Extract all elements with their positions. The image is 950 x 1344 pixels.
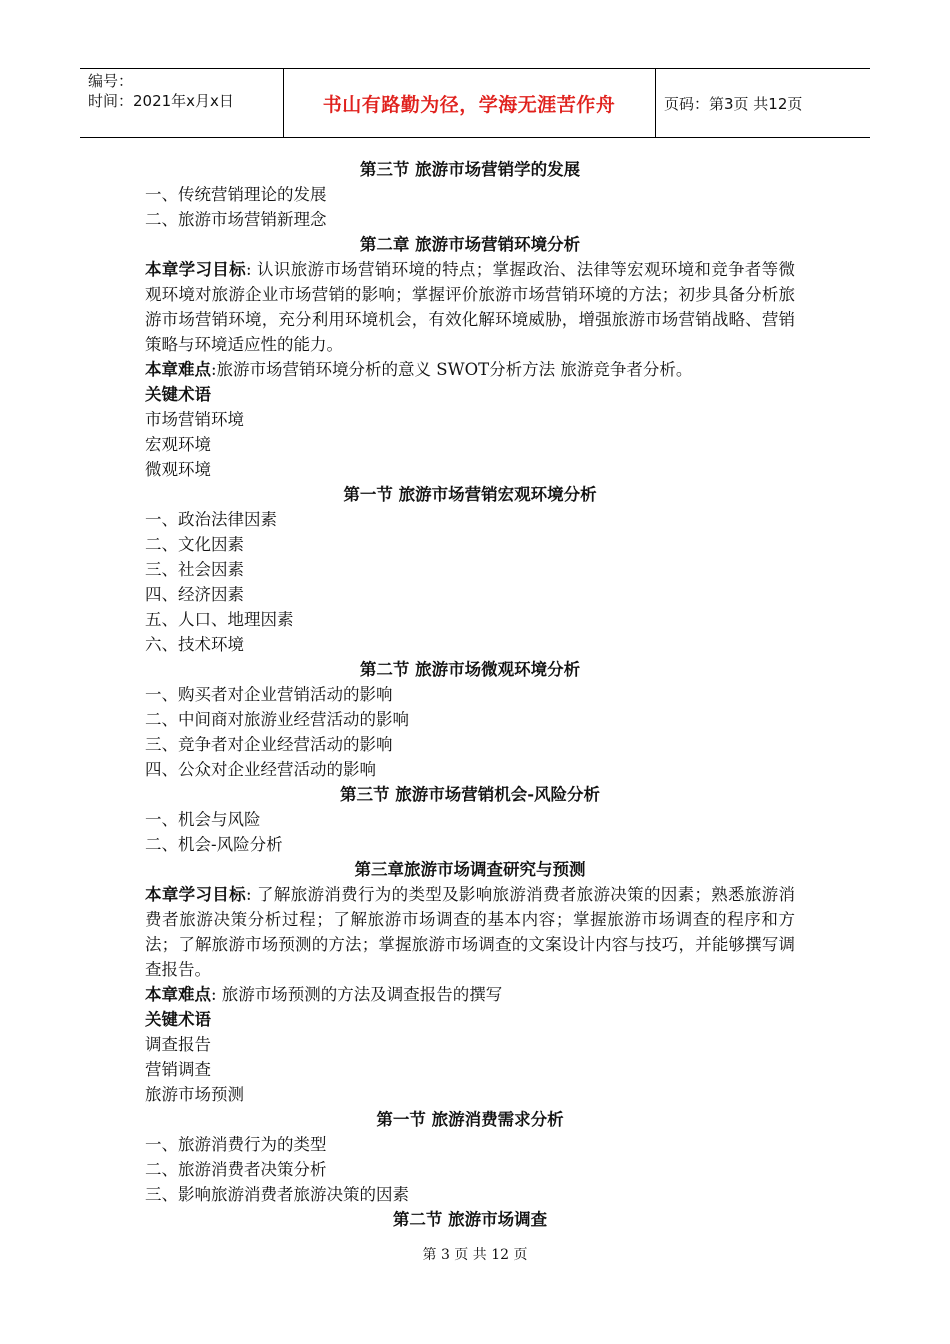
difficulties-text: :旅游市场营销环境分析的意义 SWOT分析方法 旅游竞争者分析。 [211, 360, 693, 379]
header-meta [88, 71, 278, 111]
key-terms-heading: 关键术语 [145, 1010, 211, 1029]
key-term: 微观环境 [145, 460, 211, 479]
difficulties [145, 982, 795, 1007]
section-heading: 第三节 旅游市场营销机会-风险分析 [339, 785, 601, 804]
difficulties-text: : 旅游市场预测的方法及调查报告的撰写 [211, 985, 503, 1004]
list-item: 四、经济因素 [145, 585, 244, 604]
objectives-label: 本章学习目标 [145, 885, 246, 904]
learning-objectives [145, 257, 795, 357]
section-heading: 第一节 旅游市场营销宏观环境分析 [343, 485, 597, 504]
list-item: 一、购买者对企业营销活动的影响 [145, 685, 393, 704]
section-heading: 第三节 旅游市场营销学的发展 [359, 160, 581, 179]
document-body [145, 157, 795, 1232]
header-motto: 书山有路勤为径，学海无涯苦作舟 [322, 93, 616, 116]
learning-objectives [145, 882, 795, 982]
list-item: 二、文化因素 [145, 535, 244, 554]
key-term: 营销调查 [145, 1060, 211, 1079]
objectives-label: 本章学习目标 [145, 260, 246, 279]
key-terms-heading: 关键术语 [145, 385, 211, 404]
header-page-info: 页码：第3页 共12页 [664, 94, 803, 113]
code-label: 编号： [88, 72, 134, 90]
header-divider [655, 69, 656, 137]
list-item: 一、机会与风险 [145, 810, 261, 829]
page-footer: 第 3 页 共 12 页 [422, 1247, 528, 1263]
list-item: 一、政治法律因素 [145, 510, 277, 529]
list-item: 四、公众对企业经营活动的影响 [145, 760, 376, 779]
list-item: 三、社会因素 [145, 560, 244, 579]
list-item: 二、机会-风险分析 [145, 835, 283, 854]
difficulties [145, 357, 795, 382]
list-item: 二、旅游市场营销新理念 [145, 210, 327, 229]
difficulties-label: 本章难点 [145, 985, 211, 1004]
list-item: 二、旅游消费者决策分析 [145, 1160, 327, 1179]
difficulties-label: 本章难点 [145, 360, 211, 379]
time-label: 时间：2021年x月x日 [88, 92, 234, 110]
objectives-text: : 认识旅游市场营销环境的特点；掌握政治、法律等宏观环境和竞争者等微观环境对旅游企业市场营销的影响；掌握评价旅游市场营销环境的方法；初步具备分析旅游市场营销环境，充分利用环境机会，有效化解环境威胁，增强旅游市场营销战略、营销策略与环境适应性的能力。 [145, 260, 796, 354]
section-heading: 第二节 旅游市场微观环境分析 [359, 660, 581, 679]
page-header [80, 68, 870, 138]
list-item: 五、人口、地理因素 [145, 610, 294, 629]
chapter-heading: 第三章旅游市场调查研究与预测 [354, 860, 586, 879]
section-heading: 第二节 旅游市场调查 [392, 1210, 548, 1229]
list-item: 二、中间商对旅游业经营活动的影响 [145, 710, 409, 729]
objectives-text: : 了解旅游消费行为的类型及影响旅游消费者旅游决策的因素；熟悉旅游消费者旅游决策分析过程；了解旅游市场调查的基本内容；掌握旅游市场调查的程序和方法；了解旅游市场预测的方法；掌握旅游市场调查的文案设计内容与技巧，并能够撰写调查报告。 [145, 885, 796, 979]
list-item: 一、传统营销理论的发展 [145, 185, 327, 204]
list-item: 三、影响旅游消费者旅游决策的因素 [145, 1185, 409, 1204]
chapter-heading: 第二章 旅游市场营销环境分析 [359, 235, 581, 254]
key-term: 调查报告 [145, 1035, 211, 1054]
list-item: 六、技术环境 [145, 635, 244, 654]
key-term: 市场营销环境 [145, 410, 244, 429]
key-term: 旅游市场预测 [145, 1085, 244, 1104]
list-item: 一、旅游消费行为的类型 [145, 1135, 327, 1154]
section-heading: 第一节 旅游消费需求分析 [376, 1110, 564, 1129]
list-item: 三、竞争者对企业经营活动的影响 [145, 735, 393, 754]
key-term: 宏观环境 [145, 435, 211, 454]
